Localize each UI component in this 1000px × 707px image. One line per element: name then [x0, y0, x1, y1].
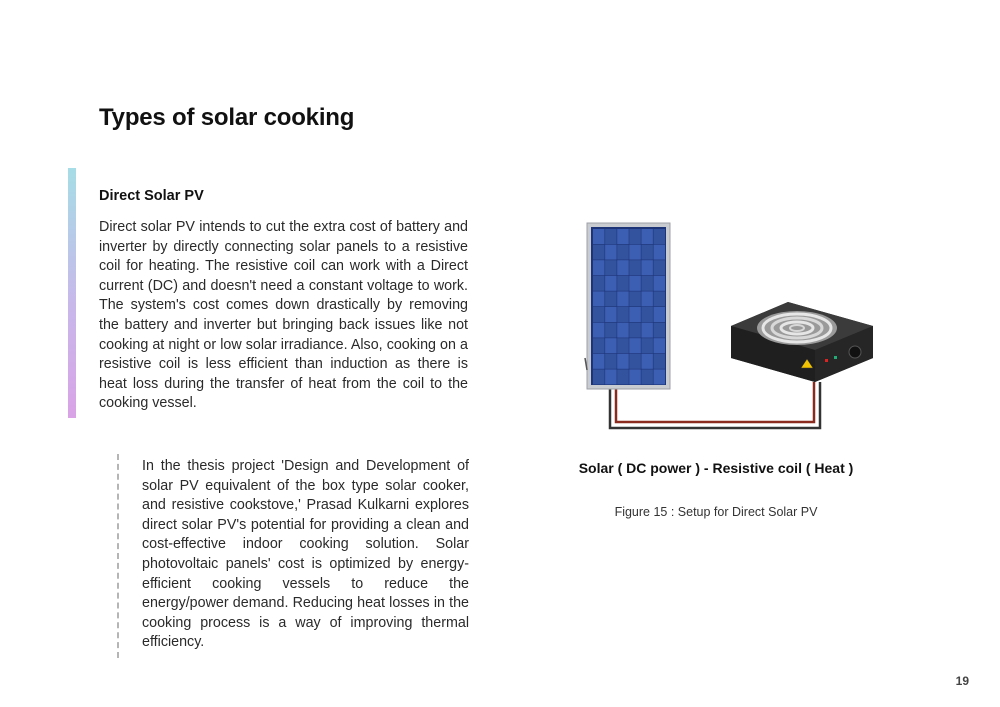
quote-divider [117, 454, 119, 658]
page-number: 19 [955, 674, 969, 688]
quote-paragraph: In the thesis project 'Design and Development of solar PV equivalent of the box type solar cooker, and resistive cookstove,' Prasad Kulkarni explores direct solar PV's potential for providing a clean and cost-effective indoor cooking solution. Solar photovoltaic panels' cost is optimized by energy-efficient cooking vessels to reduce the energy/power demand. Reducing heat losses in the cooking process is a way of improving thermal efficiency. [142, 458, 469, 651]
hot-plate-icon [731, 302, 873, 382]
figure-caption: Figure 15 : Setup for Direct Solar PV [614, 505, 818, 519]
section-heading: Direct Solar PV [99, 188, 204, 204]
accent-bar [68, 168, 76, 418]
solar-setup-figure [583, 218, 883, 433]
page-title: Types of solar cooking [99, 104, 355, 131]
solar-panel-icon [585, 223, 670, 389]
figure-label: Solar ( DC power ) - Resistive coil ( Heat ) [578, 460, 854, 476]
body-paragraph: Direct solar PV intends to cut the extra cost of battery and inverter by directly connecting solar panels to a resistive coil for heating. The resistive coil can work with a Direct current (DC) and doesn't need a constant voltage to work. The system's cost comes down drastically by removing the battery and inverter but bringing back issues like not cooking at night or low solar irradiance. Also, cooking on a resistive coil is less efficient than induction as there is heat loss during the transfer of heat from the coil to the cooking vessel. [99, 219, 468, 412]
